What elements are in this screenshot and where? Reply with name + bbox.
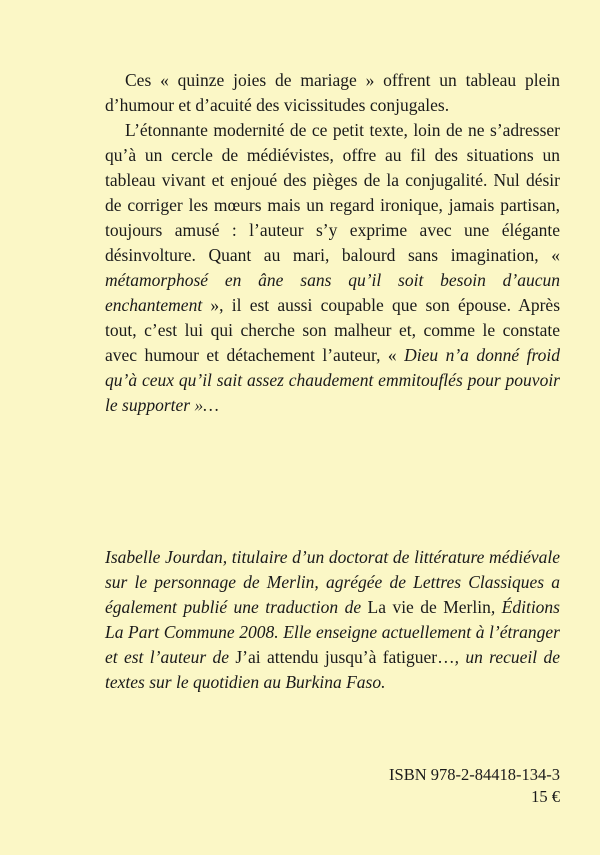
bio-book-title-1: La vie de Merlin xyxy=(367,597,491,617)
blurb-text-part: », il est aussi coupable que son épouse. Après tout, c’est lui qui cherche son malheur et, comme le constate avec humour et détachement l’auteur, « xyxy=(105,295,560,365)
blurb-paragraph-2 xyxy=(105,118,560,418)
bio-text-part: , Éditions La Part Commune 2008. Elle enseigne actuellement à l’étranger et est l’auteur de xyxy=(105,597,560,667)
isbn-number: ISBN 978-2-84418-134-3 xyxy=(389,765,560,784)
blurb-quote-2: Dieu n’a donné froid qu’à ceux qu’il sait assez chaudement emmitouflés pour pouvoir le supporter xyxy=(105,345,560,415)
bio-text-part: , un recueil de textes sur le quotidien au Burkina Faso. xyxy=(105,647,560,692)
bio-book-title-2: J’ai attendu jusqu’à fatiguer… xyxy=(235,647,455,667)
author-bio xyxy=(105,545,560,695)
blurb-quote-1: métamorphosé en âne sans qu’il soit besoin d’aucun enchantement xyxy=(105,270,560,315)
bio-text-part: Isabelle Jourdan, titulaire d’un doctorat de littérature médiévale sur le personnage de Merlin, agrégée de Lettres Classiques a également publié une traduction de xyxy=(105,547,560,617)
colophon xyxy=(389,764,560,808)
price: 15 € xyxy=(531,787,560,806)
blurb-text-end: »… xyxy=(190,395,219,415)
blurb-paragraph-1: Ces « quinze joies de mariage » offrent un tableau plein d’humour et d’acuité des vicissitudes conjugales. xyxy=(105,70,560,115)
blurb-text-part: L’étonnante modernité de ce petit texte, loin de ne s’adresser qu’à un cercle de médiévistes, offre au fil des situations un tableau vivant et enjoué des pièges de la conjugalité. Nul désir de corriger les mœurs mais un regard ironique, jamais partisan, toujours amusé : l’auteur s’y exprime avec une élégante désinvolture. Quant au mari, balourd sans imagination, « xyxy=(105,120,560,265)
author-bio-paragraph xyxy=(105,545,560,695)
blurb-text xyxy=(105,68,560,418)
